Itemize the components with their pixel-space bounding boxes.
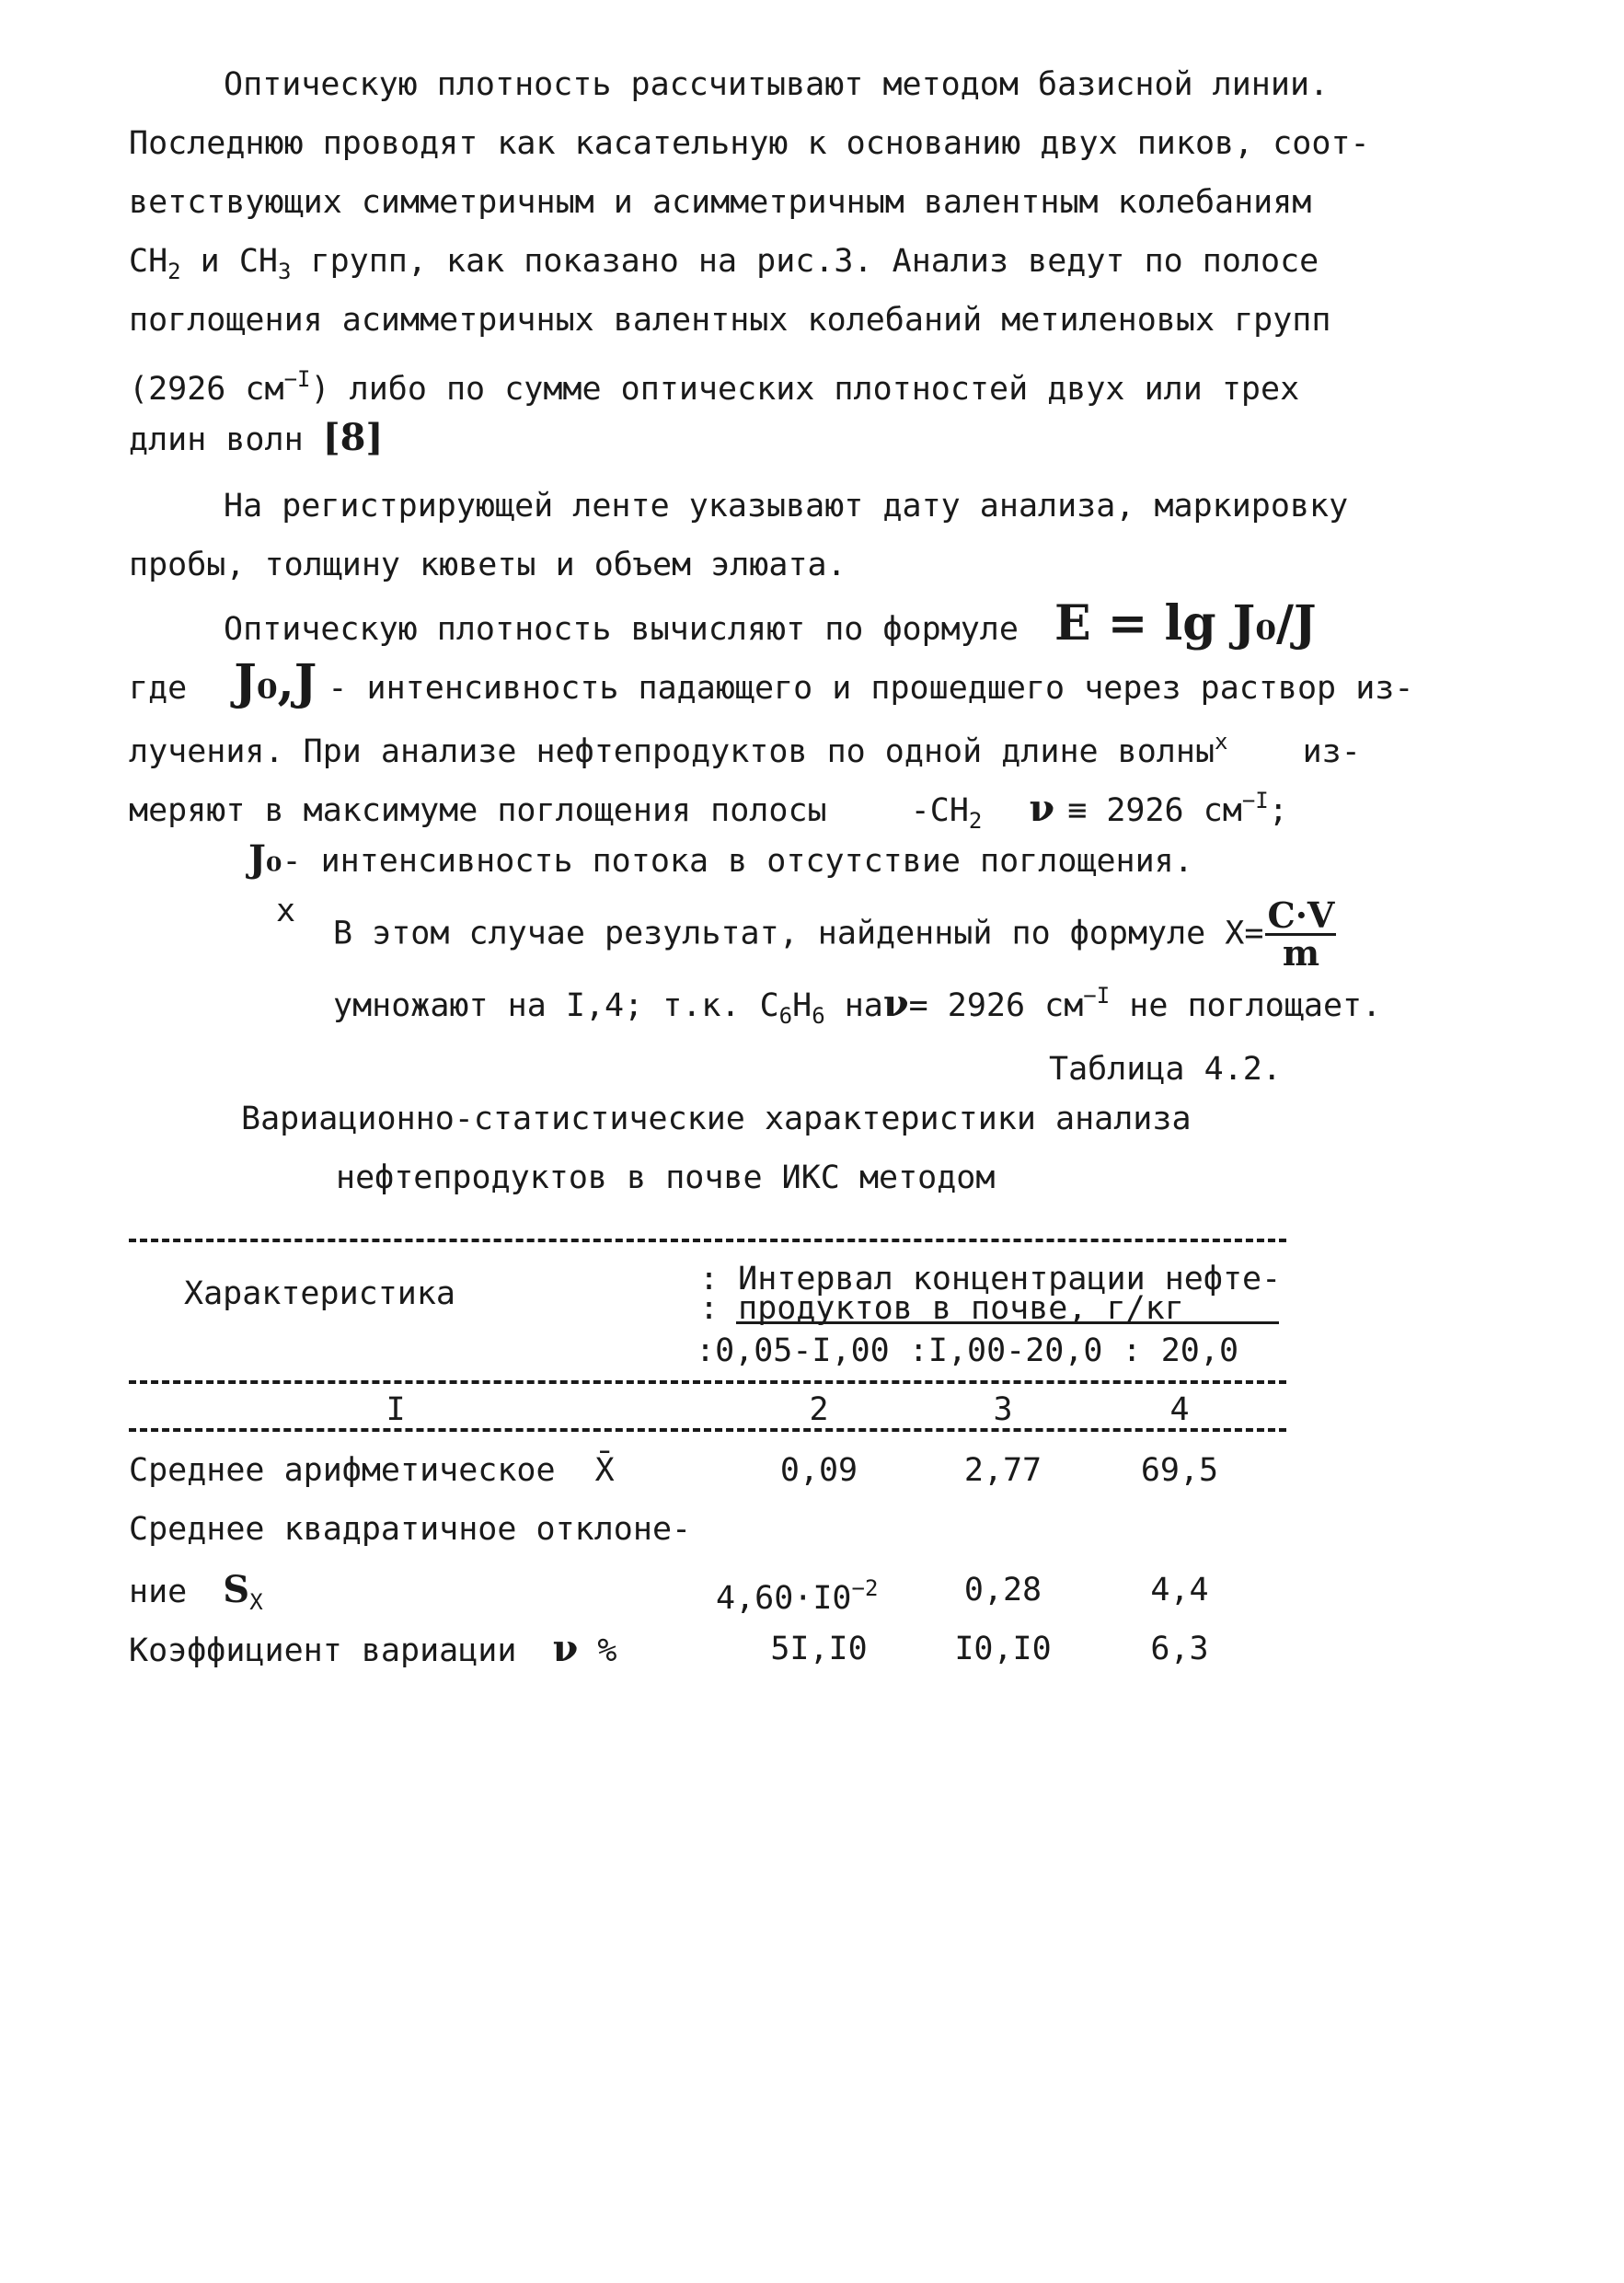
- row-label: [129, 1450, 615, 1491]
- text-line: Оптическую плотность рассчитывают методом базисной линии.: [224, 66, 1330, 103]
- symbol-mean: X̄: [594, 1452, 615, 1489]
- text-fragment: Коэффициент вариации: [129, 1632, 517, 1669]
- text-fragment: и CH: [180, 243, 278, 280]
- concentration-ranges: :0,05-I,00 :I,00-20,0 : 20,0: [696, 1332, 1239, 1369]
- text-fragment: = 2926 см: [908, 987, 1084, 1024]
- text-fragment: (2926 см: [129, 371, 284, 408]
- fraction-numerator: C·V: [1267, 894, 1335, 936]
- formula: E = lg J₀/J: [1054, 595, 1317, 651]
- text-line: [129, 721, 1361, 772]
- nu-symbol: ν: [1029, 787, 1055, 830]
- text-fragment: длин волн: [129, 421, 323, 458]
- text-line: [129, 780, 1288, 841]
- group-header-line: : Интервал концентрации нефте-: [699, 1261, 1282, 1297]
- table-cell: [716, 1568, 878, 1619]
- text-fragment: ≡ 2926 см: [1067, 792, 1242, 829]
- text-fragment: -CH: [910, 792, 969, 829]
- header-underline: [736, 1321, 1279, 1324]
- subscript: 2: [167, 259, 181, 284]
- text-line: ветствующих симметричным и асимметричным валентным колебаниям: [129, 184, 1312, 221]
- text-fragment: из-: [1302, 733, 1361, 770]
- text-fragment: CH: [129, 243, 168, 280]
- table-cell: 4,4: [1150, 1572, 1209, 1608]
- text-fragment: - интенсивность падающего и прошедшего через раствор из-: [328, 670, 1414, 707]
- text-fragment: Среднее арифметическое: [129, 1452, 556, 1489]
- text-fragment: ) либо по сумме оптических плотностей двух или трех: [310, 371, 1300, 408]
- table-title: нефтепродуктов в почве ИКС методом: [336, 1159, 996, 1196]
- table-cell: 0,28: [963, 1572, 1042, 1608]
- text-fragment: В этом случае результат, найденный по формуле X=: [333, 915, 1264, 952]
- group-header-line: : продуктов в почве, г/кг: [699, 1290, 1184, 1327]
- column-number: 3: [993, 1391, 1013, 1428]
- subscript: X: [249, 1589, 263, 1615]
- formula-fraction: [1265, 894, 1336, 974]
- text-line: На регистрирующей ленте указывают дату анализа, маркировку: [224, 488, 1349, 525]
- symbol-j0-j: J₀,J: [234, 654, 317, 710]
- table-cell: 0,09: [779, 1452, 858, 1489]
- text-fragment: на: [824, 987, 883, 1024]
- table-title: Вариационно-статистические характеристики анализа: [241, 1101, 1192, 1137]
- unit: %: [597, 1632, 617, 1669]
- row-label: Среднее квадратичное отклоне-: [129, 1511, 692, 1548]
- symbol-j0: J₀: [248, 837, 282, 881]
- column-number: I: [386, 1391, 406, 1428]
- text-line: [129, 241, 1319, 292]
- text-line: [248, 839, 1193, 882]
- text-fragment: меряют в максимуме поглощения полосы: [129, 792, 827, 829]
- column-header-characteristic: Характеристика: [184, 1275, 456, 1312]
- column-number: 4: [1169, 1391, 1190, 1428]
- text-fragment: - интенсивность потока в отсутствие поглощения.: [282, 843, 1193, 880]
- reference-mark: [8]: [322, 416, 384, 459]
- text-fragment: ние: [129, 1574, 188, 1610]
- text-fragment: лучения. При анализе нефтепродуктов по одной длине волны: [129, 733, 1215, 770]
- footnote-line: [333, 894, 1336, 974]
- text-fragment: ;: [1268, 792, 1288, 829]
- table-cell: 69,5: [1140, 1452, 1219, 1489]
- table-cell: 6,3: [1150, 1631, 1209, 1667]
- column-number: 2: [809, 1391, 829, 1428]
- text-line: [129, 654, 1414, 710]
- text-fragment: где: [129, 670, 188, 707]
- text-fragment: H: [792, 987, 812, 1024]
- text-fragment: Оптическую плотность вычисляют по формуле: [224, 611, 1019, 648]
- text-line: [224, 595, 1317, 651]
- nu-symbol: ν: [882, 982, 909, 1025]
- table-label: Таблица 4.2.: [1049, 1051, 1282, 1088]
- row-label: [129, 1570, 263, 1622]
- subscript: 3: [277, 259, 292, 284]
- text-fragment: групп, как показано на рис.3. Анализ ведут по полосе: [291, 243, 1319, 280]
- row-label: [129, 1629, 616, 1671]
- text-line: пробы, толщину кюветы и объем элюата.: [129, 547, 847, 583]
- superscript: −I: [1241, 788, 1269, 813]
- fraction-denominator: m: [1282, 932, 1320, 974]
- symbol-sx: S: [223, 1568, 250, 1611]
- text-fragment: не поглощает.: [1110, 987, 1382, 1024]
- table-rule: [129, 1380, 1286, 1384]
- superscript: −I: [1083, 983, 1111, 1009]
- superscript: −I: [283, 366, 311, 392]
- text-line: поглощения асимметричных валентных колебаний метиленовых групп: [129, 302, 1331, 339]
- text-fragment: умножают на I,4; т.к. C: [333, 987, 779, 1024]
- table-cell: I0,I0: [954, 1631, 1052, 1667]
- table-rule: [129, 1239, 1286, 1242]
- footnote-line: [333, 975, 1381, 1036]
- footnote-marker: x: [1215, 729, 1228, 755]
- nu-symbol: ν: [552, 1627, 579, 1670]
- subscript: 2: [968, 808, 983, 834]
- subscript: 6: [812, 1003, 825, 1029]
- table-cell: 2,77: [963, 1452, 1042, 1489]
- text-fragment: 4,60·I0: [716, 1580, 852, 1617]
- footnote-marker: x: [276, 893, 296, 929]
- text-line: Последнюю проводят как касательную к основанию двух пиков, соот-: [129, 125, 1370, 162]
- text-line: [129, 418, 383, 460]
- subscript: 6: [778, 1003, 793, 1029]
- table-rule: [129, 1428, 1286, 1432]
- table-cell: 5I,I0: [770, 1631, 868, 1667]
- superscript: −2: [851, 1575, 879, 1601]
- text-line: [129, 359, 1299, 409]
